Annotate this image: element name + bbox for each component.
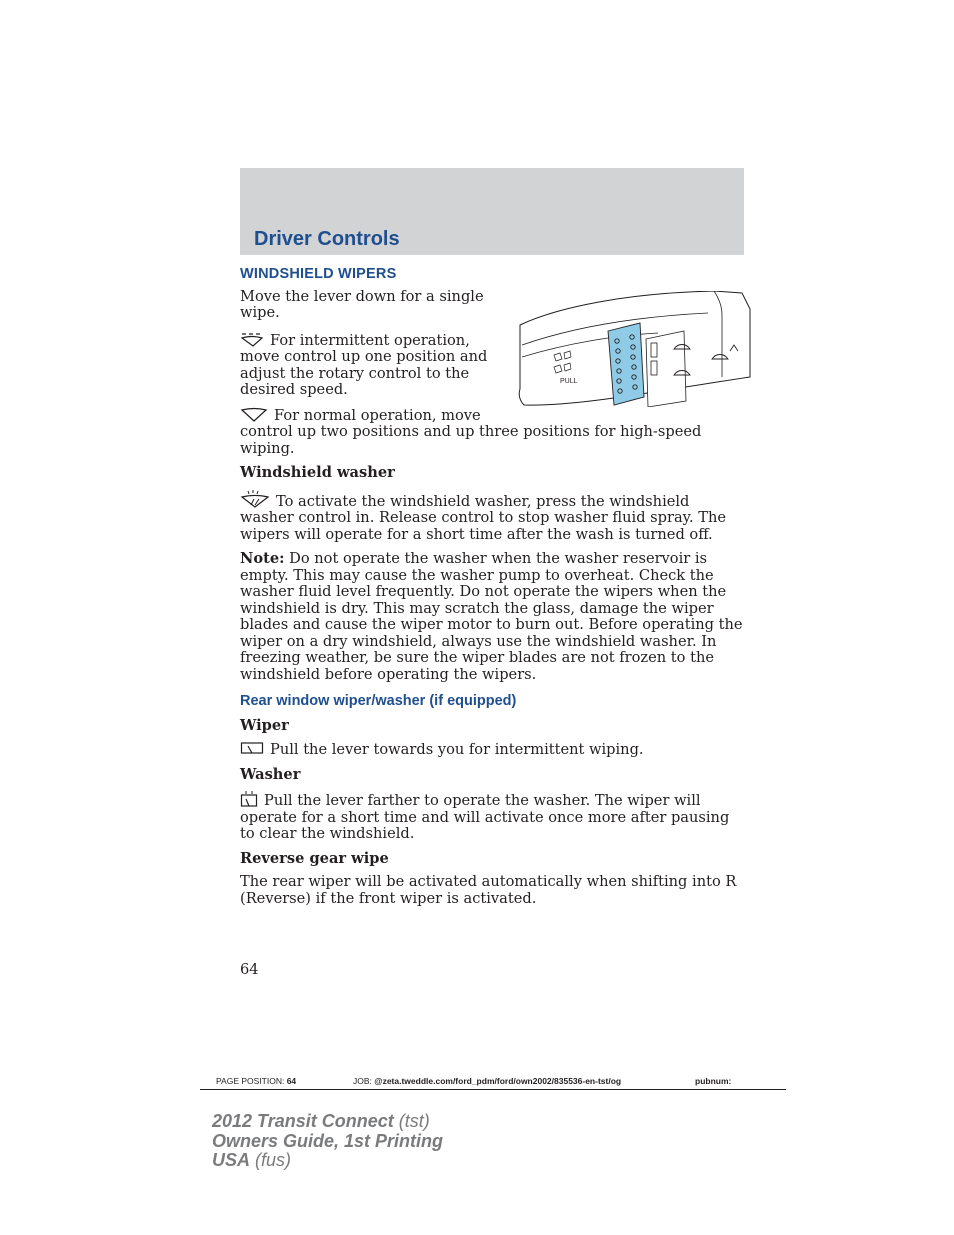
page-number: 64 xyxy=(240,961,259,978)
reverse-text: The rear wiper will be activated automatically when shifting into R (Reverse) if the front wiper is activated. xyxy=(240,873,737,907)
footer-page-position: PAGE POSITION: 64 xyxy=(216,1076,297,1086)
normal-text: For normal operation, move control up two positions and up three positions for high-speed wiping. xyxy=(240,406,702,457)
rear-washer-heading: Washer xyxy=(240,765,301,783)
pull-label: PULL xyxy=(560,377,578,385)
front-wiper-icon xyxy=(240,407,268,423)
rear-washer-icon xyxy=(240,790,258,808)
washer-icon xyxy=(240,489,270,509)
note-text: Do not operate the washer when the washer reservoir is empty. This may cause the washer pump to overheat. Check the washer fluid level frequently. Do not operate the wipers when the windshield is dry. This may scratch the glass, damage the wiper blades and cause the wiper motor to burn out. Before operating the wiper on a dry windshield, always use the windshield washer. In freezing weather, be sure the wiper blades are not frozen to the windshield before operating the wipers. xyxy=(240,550,743,683)
footer-rule xyxy=(200,1089,786,1090)
intro-text: Move the lever down for a single wipe. xyxy=(240,287,484,321)
page-title: Driver Controls xyxy=(254,228,400,250)
washer-heading: Windshield washer xyxy=(240,464,395,481)
rear-wiper-heading: Wiper xyxy=(240,716,289,734)
content xyxy=(240,266,746,915)
document-info: 2012 Transit Connect (tst) Owners Guide, 1st Printing USA (fus) xyxy=(212,1111,444,1170)
rear-heading: Rear window wiper/washer (if equipped) xyxy=(240,693,517,709)
note-paragraph xyxy=(240,551,746,683)
rear-wiper-paragraph xyxy=(240,741,746,759)
rear-wiper-text: Pull the lever towards you for intermittent wiping. xyxy=(270,741,644,758)
normal-paragraph xyxy=(240,407,746,458)
note-label: Note: xyxy=(240,550,285,567)
section-heading: WINDSHIELD WIPERS xyxy=(240,266,397,282)
intermittent-wiper-icon xyxy=(240,330,264,348)
reverse-heading: Reverse gear wipe xyxy=(240,849,389,867)
rear-washer-text: Pull the lever farther to operate the washer. The wiper will operate for a short time and will activate once more after pausing to clear the windshield. xyxy=(240,792,730,842)
wiper-lever-illustration xyxy=(518,291,754,407)
header-band xyxy=(240,168,744,255)
footer-job: JOB: @zeta.tweddle.com/ford_pdm/ford/own2002/835536-en-tst/og xyxy=(353,1076,622,1086)
intermittent-text: For intermittent operation, move control up one position and adjust the rotary control to the desired speed. xyxy=(240,331,488,398)
rear-washer-paragraph xyxy=(240,790,746,843)
footer-pubnum: pubnum: xyxy=(695,1076,732,1086)
washer-text: To activate the windshield washer, press the windshield washer control in. Release control to stop washer fluid spray. The wipers will operate for a short time after the wash is turned off. xyxy=(240,492,727,543)
rear-wiper-icon xyxy=(240,741,264,757)
washer-paragraph xyxy=(240,489,746,544)
